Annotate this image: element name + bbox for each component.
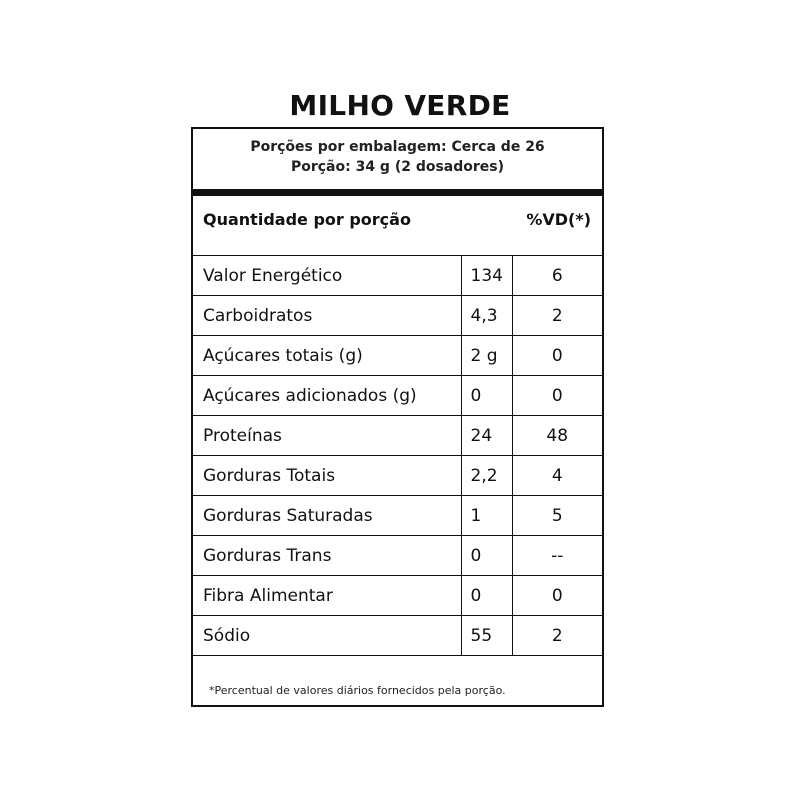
nutrient-name: Carboidratos [193, 296, 461, 336]
nutrient-name: Valor Energético [193, 256, 461, 296]
quantity-header: Quantidade por porção [203, 210, 411, 229]
servings-per-package: Porções por embalagem: Cerca de 26 [250, 139, 545, 155]
nutrient-daily-value: 48 [512, 416, 602, 456]
nutrient-name: Açúcares adicionados (g) [193, 376, 461, 416]
table-row [193, 416, 602, 456]
nutrient-name: Sódio [193, 616, 461, 656]
nutrient-daily-value: 5 [512, 496, 602, 536]
serving-size: Porção: 34 g (2 dosadores) [290, 159, 505, 175]
table-row [193, 296, 602, 336]
table-row [193, 456, 602, 496]
nutrient-daily-value: 2 [512, 616, 602, 656]
daily-value-header: %VD(*) [526, 210, 591, 229]
nutrient-amount: 134 [461, 256, 512, 296]
nutrient-amount: 55 [461, 616, 512, 656]
footnote: *Percentual de valores diários fornecidos pela porção. [209, 684, 506, 697]
nutrient-name: Gorduras Saturadas [193, 496, 461, 536]
nutrient-name: Gorduras Totais [193, 456, 461, 496]
table-row [193, 576, 602, 616]
nutrient-amount: 0 [461, 536, 512, 576]
nutrient-daily-value: 4 [512, 456, 602, 496]
table-row [193, 256, 602, 296]
nutrient-daily-value: 0 [512, 576, 602, 616]
nutrient-daily-value: 0 [512, 376, 602, 416]
serving-info [193, 137, 602, 177]
nutrient-name: Açúcares totais (g) [193, 336, 461, 376]
table-row [193, 616, 602, 656]
nutrient-amount: 0 [461, 576, 512, 616]
table-row [193, 496, 602, 536]
divider-bar [193, 189, 602, 196]
nutrient-name: Gorduras Trans [193, 536, 461, 576]
nutrient-amount: 24 [461, 416, 512, 456]
nutrient-daily-value: 0 [512, 336, 602, 376]
nutrient-name: Fibra Alimentar [193, 576, 461, 616]
nutrient-amount: 2 g [461, 336, 512, 376]
nutrient-name: Proteínas [193, 416, 461, 456]
nutrient-daily-value: 6 [512, 256, 602, 296]
table-row [193, 336, 602, 376]
nutrient-daily-value: -- [512, 536, 602, 576]
nutrient-amount: 1 [461, 496, 512, 536]
nutrient-amount: 2,2 [461, 456, 512, 496]
nutrition-facts-table [191, 127, 604, 707]
nutrient-amount: 4,3 [461, 296, 512, 336]
nutrient-amount: 0 [461, 376, 512, 416]
product-title: MILHO VERDE [289, 89, 511, 122]
nutrient-daily-value: 2 [512, 296, 602, 336]
table-row [193, 376, 602, 416]
nutrient-rows [193, 255, 602, 656]
table-row [193, 536, 602, 576]
